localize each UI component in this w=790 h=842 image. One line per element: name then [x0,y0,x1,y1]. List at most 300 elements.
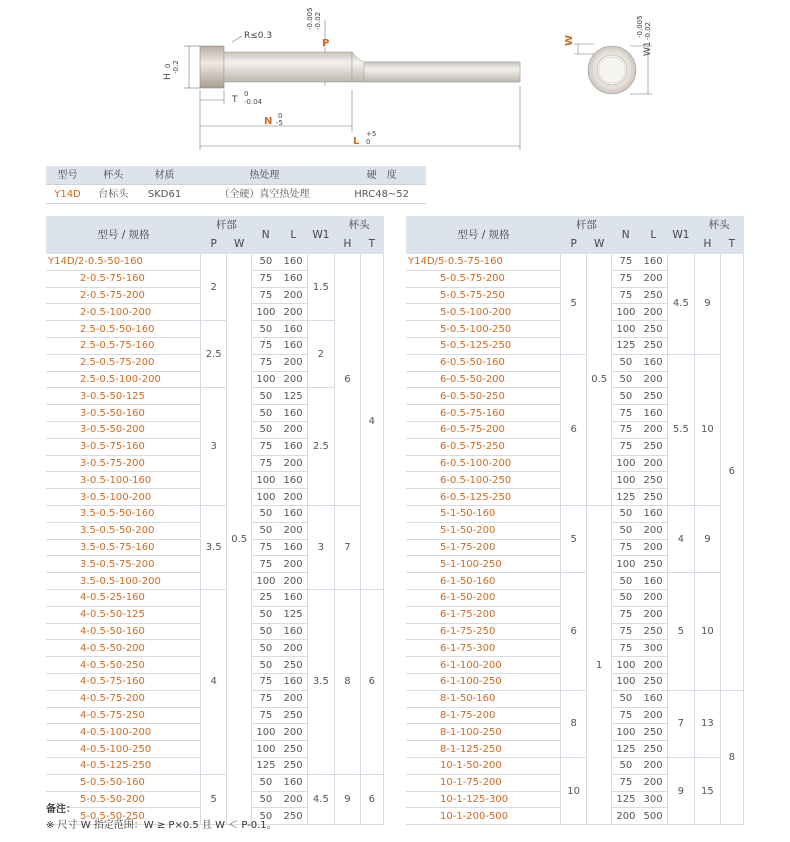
prop-header-hardness: 硬 度 [337,166,426,185]
n-value: 100 [252,724,280,741]
model-code: 3.5-0.5-100-200 [46,573,201,590]
l-value: 250 [639,438,667,455]
l-value: 125 [279,388,307,405]
n-value: 75 [612,640,640,657]
n-value: 75 [612,707,640,724]
l-value: 250 [639,556,667,573]
n-value: 50 [252,606,280,623]
model-code: 6-0.5-125-250 [406,489,561,506]
prop-header-model: 型号 [46,166,89,185]
h-value: 10 [695,573,720,691]
l-value: 160 [279,472,307,489]
p-value: 3 [201,388,226,506]
model-code: 6-0.5-100-200 [406,455,561,472]
l-value: 200 [279,371,307,388]
table-row [46,774,384,791]
w1-value: 2.5 [307,388,335,506]
header-n: N [612,216,640,254]
n-value: 75 [252,707,280,724]
model-code: 6-1-100-200 [406,657,561,674]
n-value: 200 [612,808,640,825]
prop-head: 台标头 [89,185,138,204]
l-label: L [353,136,360,147]
l-value: 160 [639,405,667,422]
radius-label: R≤0.3 [244,31,273,41]
n-value: 50 [252,522,280,539]
properties-table [46,166,426,204]
n-value: 75 [612,405,640,422]
n-value: 75 [612,774,640,791]
p-value: 5 [561,254,586,354]
n-value: 75 [252,673,280,690]
header-t: T [360,235,383,254]
p-value: 6 [561,354,586,505]
l-value: 160 [279,405,307,422]
l-value: 125 [279,606,307,623]
n-tol-upper: 0 [278,112,283,120]
n-value: 100 [612,472,640,489]
pin-end-view [588,46,636,94]
n-value: 100 [252,741,280,758]
model-code: 5-0.5-100-200 [406,304,561,321]
model-code: 6-0.5-50-250 [406,388,561,405]
n-value: 50 [252,505,280,522]
n-label: N [264,116,273,127]
model-code: 3-0.5-50-160 [46,405,201,422]
header-model: 型号 / 规格 [406,216,561,254]
w1-value: 4.5 [667,254,695,354]
prop-header-head: 杯头 [89,166,138,185]
p-value: 5 [201,774,226,824]
note [46,802,277,834]
t-label: T [232,95,238,105]
model-code: 10-1-50-200 [406,757,561,774]
model-code: 4-0.5-75-200 [46,690,201,707]
prop-material: SKD61 [138,185,192,204]
n-value: 100 [612,321,640,338]
header-model: 型号 / 规格 [46,216,201,254]
model-code: 10-1-125-300 [406,791,561,808]
w1-value: 4 [667,505,695,572]
l-value: 200 [639,270,667,287]
model-code: 6-0.5-100-250 [406,472,561,489]
h-value: 9 [335,774,360,824]
model-code: 8-1-100-250 [406,724,561,741]
w-value: 1 [586,505,611,824]
t-tol-lower: -0.04 [244,98,263,106]
n-value: 100 [612,304,640,321]
model-code: 4-0.5-50-125 [46,606,201,623]
l-value: 200 [279,724,307,741]
l-value: 200 [279,791,307,808]
n-value: 50 [612,757,640,774]
header-t: T [720,235,743,254]
w1-value: 2 [307,321,335,388]
n-value: 50 [252,791,280,808]
model-code: Y14D/2-0.5-50-160 [46,254,201,270]
l-value: 250 [279,657,307,674]
model-code: 4-0.5-100-250 [46,741,201,758]
w-label: W [564,34,575,46]
w1-value: 1.5 [307,254,335,321]
model-code: 5-1-50-200 [406,522,561,539]
table-row [46,505,384,522]
model-code: 8-1-75-200 [406,707,561,724]
n-value: 75 [252,690,280,707]
h-tol-upper: 0 [164,63,172,68]
l-value: 500 [639,808,667,825]
l-value: 200 [279,573,307,590]
l-value: 250 [639,337,667,354]
model-code: 2.5-0.5-100-200 [46,371,201,388]
w1-tol-lower: -0.02 [644,21,652,40]
l-value: 200 [279,304,307,321]
n-value: 75 [612,287,640,304]
header-p: P [201,235,226,254]
model-code: 3.5-0.5-50-200 [46,522,201,539]
l-value: 200 [279,640,307,657]
n-value: 25 [252,589,280,606]
model-code: 3.5-0.5-75-200 [46,556,201,573]
n-tol-lower: -5 [276,119,283,127]
l-value: 200 [639,371,667,388]
n-value: 75 [612,254,640,270]
table-row [46,589,384,606]
h-value: 6 [335,254,360,505]
n-value: 50 [612,573,640,590]
p-value: 5 [561,505,586,572]
model-code: 5-0.5-75-250 [406,287,561,304]
header-w: W [586,235,611,254]
h-value: 10 [695,354,720,505]
n-value: 50 [252,657,280,674]
n-value: 100 [252,371,280,388]
n-value: 75 [612,438,640,455]
table-row [406,505,744,522]
l-value: 250 [639,623,667,640]
p-value: 4 [201,589,226,774]
p-value: 3.5 [201,505,226,589]
h-tol-lower: -0.2 [172,60,180,74]
model-code: 4-0.5-75-160 [46,673,201,690]
l-value: 200 [639,606,667,623]
t-value: 6 [720,254,743,690]
n-value: 50 [612,522,640,539]
l-value: 200 [279,287,307,304]
l-value: 160 [279,438,307,455]
l-value: 200 [639,774,667,791]
n-value: 100 [612,657,640,674]
h-value: 9 [695,254,720,354]
n-value: 125 [612,741,640,758]
spec-table-right [406,216,744,825]
model-code: 5-0.5-75-200 [406,270,561,287]
l-value: 250 [639,673,667,690]
l-value: 160 [279,589,307,606]
w1-value: 5.5 [667,354,695,505]
model-code: 3-0.5-50-125 [46,388,201,405]
table-row [406,254,744,270]
n-value: 75 [252,539,280,556]
prop-model: Y14D [46,185,89,204]
spec-table-left [46,216,384,825]
model-code: 10-1-75-200 [406,774,561,791]
n-value: 75 [612,421,640,438]
l-value: 250 [279,757,307,774]
l-value: 200 [639,304,667,321]
header-n: N [252,216,280,254]
l-value: 160 [279,337,307,354]
l-value: 250 [639,489,667,506]
model-code: 6-1-100-250 [406,673,561,690]
n-value: 50 [612,354,640,371]
l-value: 250 [639,472,667,489]
w1-value: 7 [667,690,695,757]
header-h: H [335,235,360,254]
t-value: 8 [720,690,743,824]
w1-label: W1 [643,41,653,56]
l-value: 160 [639,690,667,707]
l-value: 200 [279,455,307,472]
model-code: 6-1-50-160 [406,573,561,590]
prop-header-heat: 热处理 [192,166,338,185]
header-w: W [226,235,251,254]
p-value: 8 [561,690,586,757]
model-code: 5-0.5-125-250 [406,337,561,354]
model-code: 3-0.5-100-200 [46,489,201,506]
model-code: 2-0.5-75-200 [46,287,201,304]
p-value: 6 [561,573,586,691]
l-value: 250 [639,741,667,758]
n-value: 100 [612,724,640,741]
n-value: 75 [252,354,280,371]
model-code: 5-1-50-160 [406,505,561,522]
prop-hardness: HRC48~52 [337,185,426,204]
model-code: 3.5-0.5-50-160 [46,505,201,522]
pin-side-view [200,46,520,88]
prop-heat: （全硬）真空热处理 [192,185,338,204]
w1-tol-upper: -0.005 [636,15,644,38]
n-value: 75 [252,455,280,472]
l-value: 160 [279,623,307,640]
h-value: 7 [335,505,360,589]
note-text: ※ 尺寸 W 指定范围：W ≥ P×0.5 且 W ＜ P-0.1。 [46,820,277,831]
n-value: 100 [612,556,640,573]
n-value: 50 [252,640,280,657]
table-row [406,573,744,590]
n-value: 125 [612,791,640,808]
model-code: 6-1-50-200 [406,589,561,606]
t-value: 4 [360,254,383,589]
model-code: 3.5-0.5-75-160 [46,539,201,556]
n-value: 50 [612,505,640,522]
n-value: 50 [252,421,280,438]
model-code: 2.5-0.5-50-160 [46,321,201,338]
model-code: Y14D/5-0.5-75-160 [406,254,561,270]
model-code: 4-0.5-75-250 [46,707,201,724]
l-value: 250 [639,321,667,338]
model-code: 3-0.5-75-160 [46,438,201,455]
l-value: 160 [279,539,307,556]
model-code: 4-0.5-50-250 [46,657,201,674]
l-value: 200 [639,455,667,472]
n-value: 50 [612,690,640,707]
n-value: 50 [612,589,640,606]
n-value: 125 [612,337,640,354]
model-code: 4-0.5-25-160 [46,589,201,606]
l-value: 200 [639,757,667,774]
n-value: 75 [612,606,640,623]
l-value: 160 [639,573,667,590]
header-head: 杯头 [335,216,384,235]
n-value: 50 [252,254,280,270]
model-code: 6-0.5-75-200 [406,421,561,438]
l-value: 200 [639,421,667,438]
h-value: 15 [695,757,720,824]
p-value: 2 [201,254,226,321]
l-value: 160 [639,505,667,522]
w1-value: 3 [307,505,335,589]
model-code: 4-0.5-50-160 [46,623,201,640]
w1-value: 5 [667,573,695,691]
product-drawing [0,0,790,160]
n-value: 50 [612,388,640,405]
n-value: 100 [252,304,280,321]
l-value: 200 [639,657,667,674]
n-value: 50 [252,321,280,338]
h-value: 13 [695,690,720,757]
l-value: 200 [279,354,307,371]
n-value: 50 [252,808,280,825]
h-label: H [163,73,173,80]
w1-value: 3.5 [307,589,335,774]
model-code: 6-0.5-75-160 [406,405,561,422]
l-value: 250 [279,741,307,758]
n-value: 50 [252,774,280,791]
l-value: 160 [279,254,307,270]
l-value: 160 [279,673,307,690]
p-value: 10 [561,757,586,824]
w-value: 0.5 [226,254,251,825]
l-value: 250 [279,707,307,724]
model-code: 2.5-0.5-75-200 [46,354,201,371]
model-code: 6-1-75-250 [406,623,561,640]
model-code: 8-1-125-250 [406,741,561,758]
n-value: 100 [612,455,640,472]
n-value: 75 [612,623,640,640]
l-value: 300 [639,791,667,808]
prop-row [46,185,426,204]
n-value: 50 [612,371,640,388]
table-row [46,321,384,338]
model-code: 4-0.5-50-200 [46,640,201,657]
n-value: 75 [252,337,280,354]
model-code: 5-0.5-50-250 [46,808,201,825]
model-code: 8-1-50-160 [406,690,561,707]
header-w1: W1 [307,216,335,254]
n-value: 50 [252,388,280,405]
model-code: 6-0.5-75-250 [406,438,561,455]
model-code: 5-0.5-100-250 [406,321,561,338]
model-code: 6-1-75-200 [406,606,561,623]
l-value: 200 [639,707,667,724]
model-code: 3-0.5-50-200 [46,421,201,438]
n-value: 50 [252,623,280,640]
header-shaft: 杆部 [561,216,612,235]
header-shaft: 杆部 [201,216,252,235]
header-h: H [695,235,720,254]
l-value: 160 [279,321,307,338]
t-value: 6 [360,589,383,774]
model-code: 3-0.5-75-200 [46,455,201,472]
l-value: 160 [279,774,307,791]
l-value: 160 [639,354,667,371]
l-tol-upper: +5 [366,130,377,138]
header-head: 杯头 [695,216,744,235]
table-row [406,354,744,371]
w1-value: 9 [667,757,695,824]
model-code: 4-0.5-100-200 [46,724,201,741]
model-code: 6-1-75-300 [406,640,561,657]
l-value: 200 [639,539,667,556]
l-value: 300 [639,640,667,657]
h-value: 9 [695,505,720,572]
w1-value: 4.5 [307,774,335,824]
l-value: 250 [639,388,667,405]
l-value: 200 [639,522,667,539]
n-value: 75 [252,270,280,287]
n-value: 100 [612,673,640,690]
prop-header-material: 材质 [138,166,192,185]
l-value: 200 [279,489,307,506]
n-value: 75 [252,438,280,455]
t-tol-upper: 0 [244,90,249,98]
note-title: 备注： [46,804,76,815]
n-value: 75 [612,539,640,556]
l-value: 200 [639,589,667,606]
l-value: 200 [279,690,307,707]
model-code: 6-0.5-50-200 [406,371,561,388]
p-tol-lower: -0.02 [314,11,322,30]
l-value: 160 [279,505,307,522]
n-value: 75 [252,556,280,573]
table-row [406,690,744,707]
p-label: P [322,38,330,49]
header-l: L [639,216,667,254]
table-row [46,388,384,405]
t-value: 6 [360,774,383,824]
model-code: 2-0.5-75-160 [46,270,201,287]
header-l: L [279,216,307,254]
model-code: 6-0.5-50-160 [406,354,561,371]
model-code: 10-1-200-500 [406,808,561,825]
model-code: 5-0.5-50-160 [46,774,201,791]
model-code: 5-1-100-250 [406,556,561,573]
l-value: 160 [639,254,667,270]
header-p: P [561,235,586,254]
n-value: 100 [252,573,280,590]
n-value: 125 [612,489,640,506]
l-value: 160 [279,270,307,287]
l-value: 200 [279,556,307,573]
p-tol-upper: -0.005 [306,7,314,30]
model-code: 5-0.5-50-200 [46,791,201,808]
l-value: 250 [639,724,667,741]
p-value: 2.5 [201,321,226,388]
l-value: 250 [279,808,307,825]
l-value: 200 [279,421,307,438]
l-tol-lower: 0 [366,138,371,146]
